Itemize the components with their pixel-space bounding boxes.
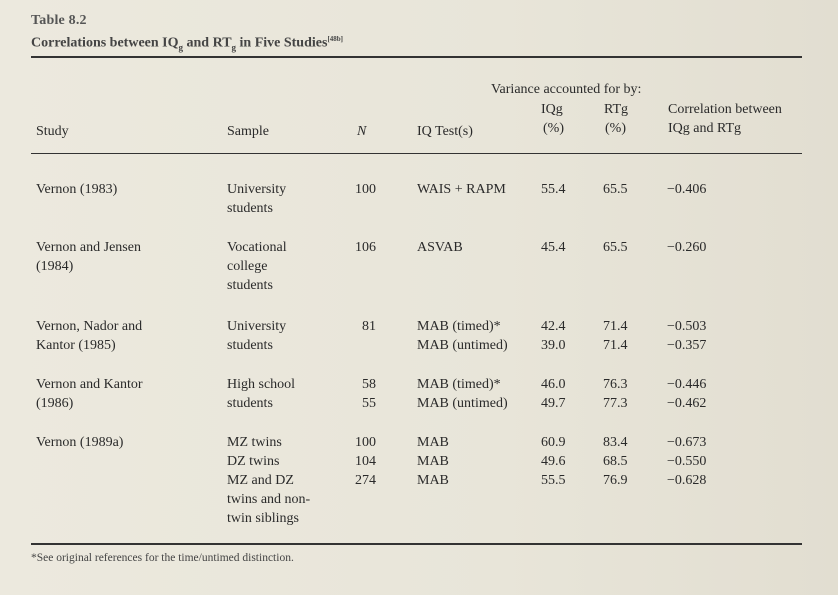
cell-study: Vernon (1989a): [36, 435, 124, 450]
cell-study: Vernon and Kantor: [36, 377, 143, 392]
cell-study: (1984): [36, 259, 74, 274]
cell-rtg: 71.4: [603, 338, 628, 353]
header-n: N: [357, 124, 367, 139]
cell-corr: −0.260: [667, 240, 707, 255]
caption-middle: and RT: [183, 35, 232, 51]
cell-n: 104: [355, 454, 376, 469]
cell-rtg: 65.5: [603, 182, 628, 197]
cell-test: MAB: [417, 454, 449, 469]
cell-sample: High school: [227, 377, 296, 392]
cell-rtg: 76.3: [603, 377, 628, 392]
cell-test: MAB: [417, 435, 449, 450]
cell-rtg: 65.5: [603, 240, 628, 255]
cell-n: 81: [362, 319, 376, 334]
header-correlation-line2: IQg and RTg: [668, 121, 742, 136]
cell-iqg: 39.0: [541, 338, 566, 353]
caption-reference: [48b]: [327, 35, 343, 43]
header-study: Study: [36, 124, 69, 139]
cell-study: Kantor (1985): [36, 338, 116, 353]
cell-iqg: 49.6: [541, 454, 566, 469]
cell-iqg: 55.4: [541, 182, 566, 197]
cell-n: 58: [362, 377, 376, 392]
cell-iqg: 42.4: [541, 319, 566, 334]
cell-corr: −0.446: [667, 377, 707, 392]
cell-sample: twins and non-: [227, 492, 311, 507]
cell-sample: students: [227, 396, 273, 411]
cell-corr: −0.462: [667, 396, 707, 411]
cell-rtg: 68.5: [603, 454, 628, 469]
cell-sample: twin siblings: [227, 511, 299, 526]
table-label: Table 8.2: [31, 13, 87, 28]
top-rule: [31, 56, 802, 58]
cell-n: 100: [355, 182, 376, 197]
header-iqg-unit: (%): [543, 121, 564, 136]
cell-study: (1986): [36, 396, 74, 411]
cell-sample: DZ twins: [227, 454, 280, 469]
bottom-rule: [31, 543, 802, 545]
footnote: *See original references for the time/untimed distinction.: [31, 552, 294, 564]
header-rtg-unit: (%): [605, 121, 626, 136]
cell-corr: −0.628: [667, 473, 707, 488]
cell-test: MAB (timed)*: [417, 319, 501, 334]
cell-test: MAB (untimed): [417, 396, 508, 411]
cell-iqg: 49.7: [541, 396, 566, 411]
cell-rtg: 83.4: [603, 435, 628, 450]
cell-sample: University: [227, 182, 287, 197]
cell-sample: MZ and DZ: [227, 473, 294, 488]
table-title-block: [31, 12, 343, 56]
cell-test: WAIS + RAPM: [417, 182, 506, 197]
cell-corr: −0.406: [667, 182, 707, 197]
header-correlation-line1: Correlation between: [668, 102, 782, 117]
cell-study: Vernon (1983): [36, 182, 118, 197]
cell-study: Vernon and Jensen: [36, 240, 141, 255]
cell-iqg: 46.0: [541, 377, 566, 392]
header-iqg: IQg: [541, 102, 563, 117]
cell-sample: University: [227, 319, 287, 334]
caption-sub-1: g: [178, 42, 183, 53]
cell-iqg: 55.5: [541, 473, 566, 488]
header-rtg: RTg: [604, 102, 629, 117]
cell-sample: students: [227, 201, 273, 216]
cell-corr: −0.503: [667, 319, 707, 334]
cell-test: MAB: [417, 473, 449, 488]
cell-rtg: 76.9: [603, 473, 628, 488]
cell-corr: −0.357: [667, 338, 707, 353]
cell-sample: students: [227, 278, 273, 293]
caption-suffix: in Five Studies: [236, 35, 328, 51]
caption-sub-2: g: [231, 42, 237, 53]
cell-sample: students: [227, 338, 273, 353]
cell-n: 100: [355, 435, 376, 450]
cell-n: 55: [362, 396, 376, 411]
cell-test: MAB (timed)*: [417, 377, 501, 392]
cell-sample: MZ twins: [227, 435, 282, 450]
cell-corr: −0.673: [667, 435, 707, 450]
cell-n: 274: [355, 473, 376, 488]
header-sample: Sample: [227, 124, 269, 139]
cell-sample: college: [227, 259, 268, 274]
cell-test: ASVAB: [417, 240, 463, 255]
cell-iqg: 45.4: [541, 240, 566, 255]
cell-rtg: 71.4: [603, 319, 628, 334]
cell-n: 106: [355, 240, 376, 255]
cell-test: MAB (untimed): [417, 338, 508, 353]
header-rule: [31, 153, 802, 154]
cell-corr: −0.550: [667, 454, 707, 469]
header-iq-test: IQ Test(s): [417, 124, 473, 139]
caption-prefix: Correlations between IQ: [31, 35, 179, 51]
cell-sample: Vocational: [227, 240, 287, 255]
table-caption: [31, 30, 343, 56]
cell-study: Vernon, Nador and: [36, 319, 143, 334]
cell-rtg: 77.3: [603, 396, 628, 411]
cell-iqg: 60.9: [541, 435, 566, 450]
header-variance-group: Variance accounted for by:: [491, 82, 642, 97]
